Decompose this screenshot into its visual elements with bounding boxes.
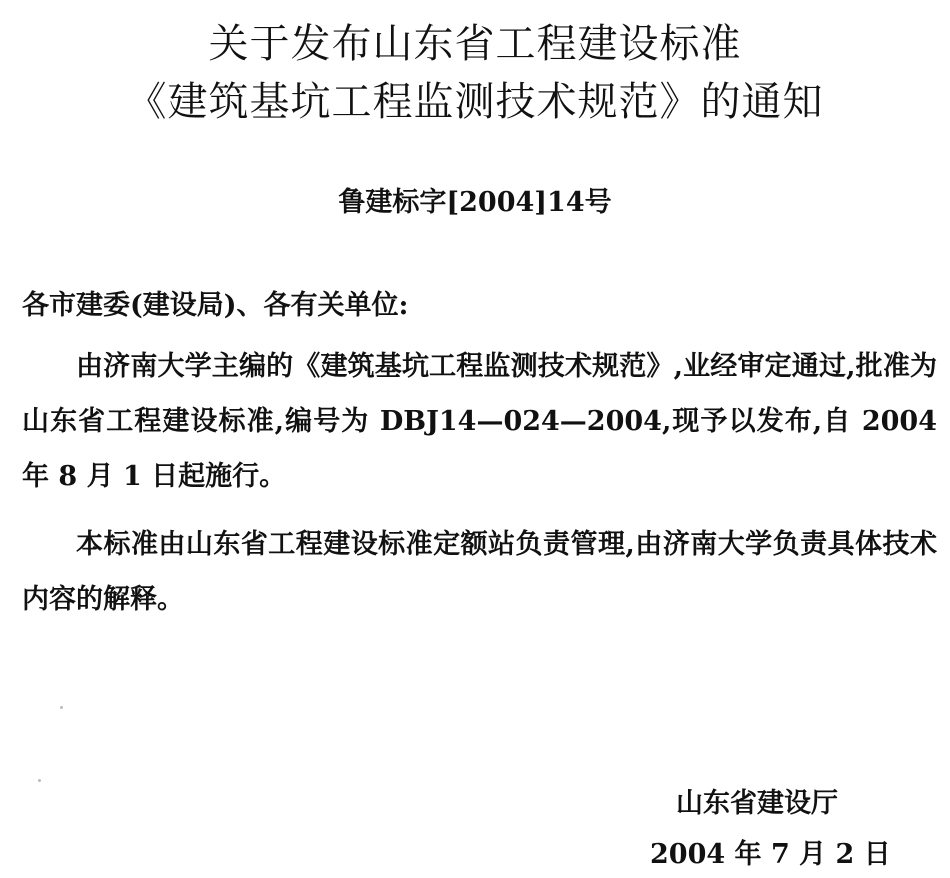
scan-speck: [38, 779, 41, 782]
body-paragraph-2: 本标准由山东省工程建设标准定额站负责管理,由济南大学负责具体技术内容的解释。: [22, 529, 937, 615]
issuer-signature: 山东省建设厅: [676, 788, 838, 819]
document-number: 鲁建标字[2004]14号: [338, 187, 612, 218]
issue-date: 2004 年 7 月 2 日: [650, 839, 891, 870]
body-paragraph-1: 由济南大学主编的《建筑基坑工程监测技术规范》,业经审定通过,批准为山东省工程建设标准,编号为 DBJ14—024—2004,现予以发布,自 2004 年 8 月 1 日起施行。: [22, 351, 937, 492]
scan-speck: [60, 706, 63, 709]
salutation: 各市建委(建设局)、各有关单位:: [22, 290, 409, 321]
title-line-1: 关于发布山东省工程建设标准: [208, 21, 742, 67]
title-line-2: 《建筑基坑工程监测技术规范》的通知: [126, 79, 824, 125]
